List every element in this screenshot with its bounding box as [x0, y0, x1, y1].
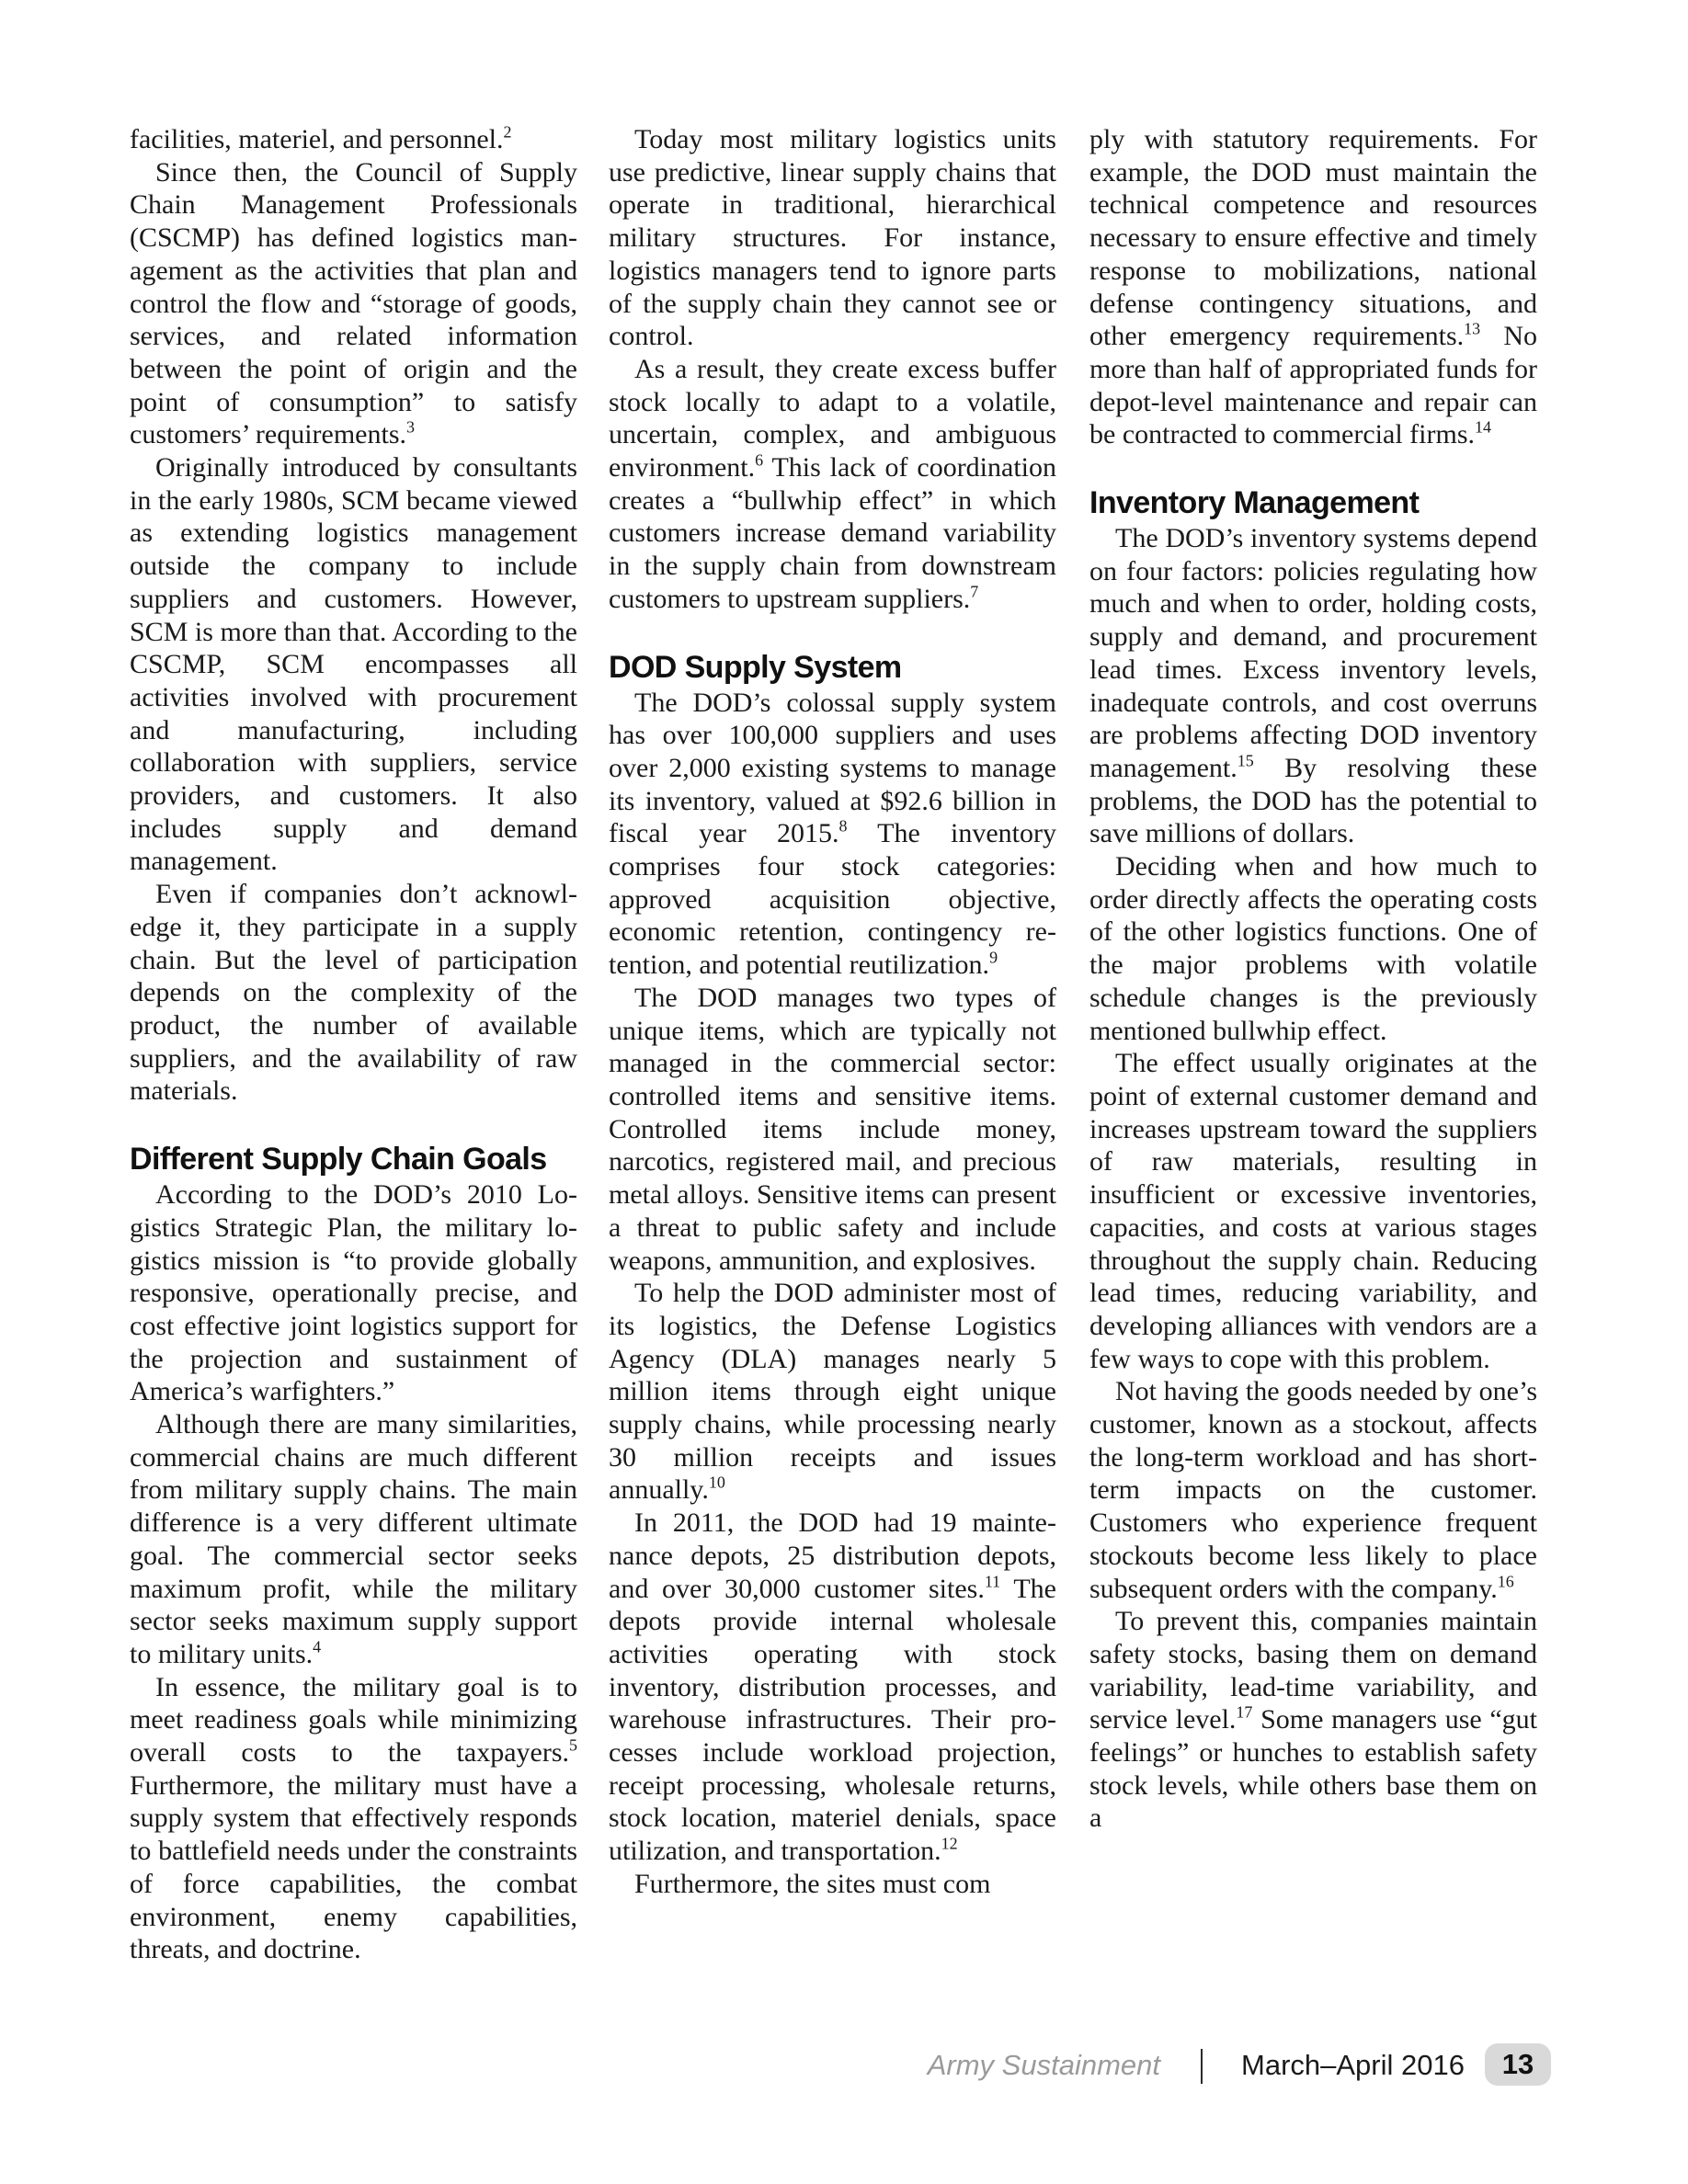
paragraph-text: Not having the goods needed by one’s customer, known as a stockout, affects the long-term workload and has short-term impacts on the customer. Customers who experience frequent stockouts become less likely to place subsequent orders with the company.: [1089, 1376, 1537, 1604]
body-paragraph: [609, 123, 1056, 353]
section-heading: DOD Supply System: [609, 649, 902, 685]
footnote-ref: 16: [1497, 1571, 1514, 1590]
body-paragraph: [1089, 1605, 1537, 1835]
body-paragraph: [609, 1507, 1056, 1868]
body-paragraph: [130, 878, 577, 1108]
paragraph-text: The depots provide internal wholesale activities operating with stock inventory, distribution processes, and warehouse infrastructures. Their processes include workload projection, receipt processing, wholesale returns, stock location, materiel denials, space utilization, and transportation.: [609, 1573, 1056, 1867]
footnote-ref: 14: [1475, 417, 1491, 437]
paragraph-text: Deciding when and how much to order directly affects the operating costs of the other logistics functions. One of the major problems with volatile schedule changes is the previously mentioned bullwhip effect.: [1089, 851, 1537, 1046]
body-paragraph: [130, 156, 577, 451]
column-3: [1089, 123, 1537, 1835]
issue-date: March–April 2016: [1241, 2049, 1465, 2081]
section-heading: Inventory Management: [1089, 485, 1420, 521]
section-gap: [130, 1108, 577, 1141]
paragraph-text: The DOD manages two types of unique items, which are typically not managed in the commercial sector: controlled items and sensitive items. Controlled items include money, narcotics, registered mail, and precious metal alloys. Sensitive items can present a threat to public safety and include weapons, ammunition, and explosives.: [609, 982, 1056, 1276]
footer-divider: [1201, 2049, 1203, 2084]
paragraph-text: In 2011, the DOD had 19 maintenance depots, 25 distribution depots, and over 30,000 customer sites.: [609, 1507, 1056, 1604]
footnote-ref: 7: [970, 582, 979, 601]
body-paragraph: [1089, 1047, 1537, 1375]
paragraph-text: ply with statutory requirements. For example, the DOD must maintain the technical competence and resources necessary to ensure effective and timely response to mobilizations, national defense contingency situations, and other emergency requirements.: [1089, 124, 1537, 352]
footnote-ref: 13: [1464, 319, 1481, 338]
paragraph-text: In essence, the military goal is to meet readiness goals while minimizing overall costs to the taxpayers.: [130, 1671, 577, 1769]
body-paragraph: [609, 687, 1056, 982]
column-2: [609, 123, 1056, 1901]
footnote-ref: 15: [1237, 751, 1254, 770]
footnote-ref: 4: [313, 1637, 322, 1656]
column-1: [130, 123, 577, 1966]
section-gap: [609, 616, 1056, 649]
footnote-ref: 9: [989, 948, 998, 967]
paragraph-text: According to the DOD’s 2010 Logistics Strategic Plan, the military logistics mission is “to provide globally responsive, operationally precise, and cost effective joint logistics support for the projection and sustainment of America’s warfighters.”: [130, 1179, 577, 1407]
body-paragraph: [130, 1671, 577, 1966]
paragraph-text: Although there are many similarities, commercial chains are much different from military supply chains. The main difference is a very different ultimate goal. The commercial sector seeks maximum profit, while the military sector seeks maximum supply support to military units.: [130, 1409, 577, 1669]
body-paragraph: [609, 1277, 1056, 1507]
paragraph-text: To help the DOD administer most of its logistics, the Defense Logistics Agency (DLA) manages nearly 5 million items through eight unique supply chains, while processing nearly 30 million receipts and issues annually.: [609, 1278, 1056, 1506]
paragraph-text: This lack of coordination creates a “bullwhip effect” in which customers increase demand variability in the supply chain from downstream customers to upstream suppliers.: [609, 452, 1056, 614]
body-paragraph: [130, 451, 577, 878]
body-paragraph: [1089, 850, 1537, 1047]
paragraph-text: No more than half of appropriated funds for depot-level maintenance and repair can be contracted to commercial firms.: [1089, 321, 1537, 450]
section-gap: [1089, 451, 1537, 484]
paragraph-text: As a result, they create excess buffer stock locally to adapt to a volatile, uncertain, complex, and ambiguous environment.: [609, 353, 1056, 483]
body-paragraph: [609, 353, 1056, 616]
paragraph-text: The DOD’s colossal supply system has over 100,000 suppliers and uses over 2,000 existing systems to manage its inventory, valued at $92.6 billion in fiscal year 2015.: [609, 687, 1056, 849]
paragraph-text: To prevent this, companies maintain safety stocks, basing them on demand variability, lead-time variability, and service level.: [1089, 1606, 1537, 1735]
footnote-ref: 5: [569, 1735, 577, 1755]
footnote-ref: 8: [838, 816, 848, 836]
body-paragraph: [130, 123, 577, 156]
body-paragraph: [1089, 1375, 1537, 1605]
page-number: 13: [1485, 2043, 1551, 2086]
body-paragraph: [130, 1178, 577, 1408]
paragraph-text: Originally introduced by consultants in the early 1980s, SCM became viewed as extending logistics management outside the company to include suppliers and customers. However, SCM is more than that. According to the CSCMP, SCM encompasses all activities involved with procurement and manufacturing, including collaboration with suppliers, service providers, and customers. It also includes supply and demand management.: [130, 452, 577, 877]
body-paragraph: [609, 982, 1056, 1277]
footnote-ref: 17: [1236, 1702, 1253, 1722]
body-paragraph: [1089, 123, 1537, 451]
paragraph-text: The inventory comprises four stock categories: approved acquisition objective, economic retention, contingency retention, and potential reutilization.: [609, 818, 1057, 981]
footnote-ref: 3: [406, 417, 416, 437]
paragraph-text: facilities, materiel, and personnel.: [130, 124, 504, 154]
footnote-ref: 11: [984, 1571, 1001, 1590]
paragraph-text: By resolving these problems, the DOD has the potential to save millions of dollars.: [1089, 752, 1537, 849]
footnote-ref: 2: [503, 122, 512, 142]
section-heading: Different Supply Chain Goals: [130, 1142, 547, 1177]
paragraph-text: Furthermore, the military must have a supply system that effectively responds to battlefield needs under the constraints of force capabilities, the combat environment, enemy capabilities, threats, and doctrine.: [130, 1769, 577, 1965]
footnote-ref: 6: [755, 450, 764, 470]
body-paragraph: [609, 1868, 1056, 1901]
paragraph-text: The DOD’s inventory systems depend on four factors: policies regulating how much and when to order, holding costs, supply and demand, and procurement lead times. Excess inventory levels, inadequate controls, and cost overruns are problems affecting DOD inventory management.: [1089, 523, 1537, 783]
paragraph-text: Some managers use “gut feelings” or hunches to establish safety stock levels, while others base them on a: [1089, 1704, 1538, 1834]
paragraph-text: Even if companies don’t acknowledge it, they participate in a supply chain. But the level of participation depends on the complexity of the product, the number of available suppliers, and the availability of raw materials.: [130, 879, 577, 1107]
paragraph-text: Today most military logistics units use predictive, linear supply chains that operate in traditional, hierarchical military structures. For instance, logistics managers tend to ignore parts of the supply chain they cannot see or control.: [609, 124, 1056, 352]
paragraph-text: Since then, the Council of Supply Chain Management Professionals (CSCMP) has defined logistics management as the activities that plan and control the flow and “storage of goods, services, and related information between the point of origin and the point of consumption” to satisfy customers’ requirements.: [130, 156, 577, 450]
footnote-ref: 10: [708, 1473, 725, 1492]
page-footer: [0, 2043, 1688, 2091]
paragraph-text: Furthermore, the sites must com: [634, 1868, 991, 1899]
body-paragraph: [130, 1408, 577, 1671]
publication-name: Army Sustainment: [927, 2049, 1160, 2081]
paragraph-text: The effect usually originates at the point of external customer demand and increases upstream toward the suppliers of raw materials, resulting in insufficient or excessive inventories, capacities, and costs at various stages throughout the supply chain. Reducing lead times, reducing variability, and developing alliances with vendors are a few ways to cope with this problem.: [1089, 1048, 1537, 1374]
footnote-ref: 12: [941, 1834, 958, 1853]
body-paragraph: [1089, 522, 1537, 850]
